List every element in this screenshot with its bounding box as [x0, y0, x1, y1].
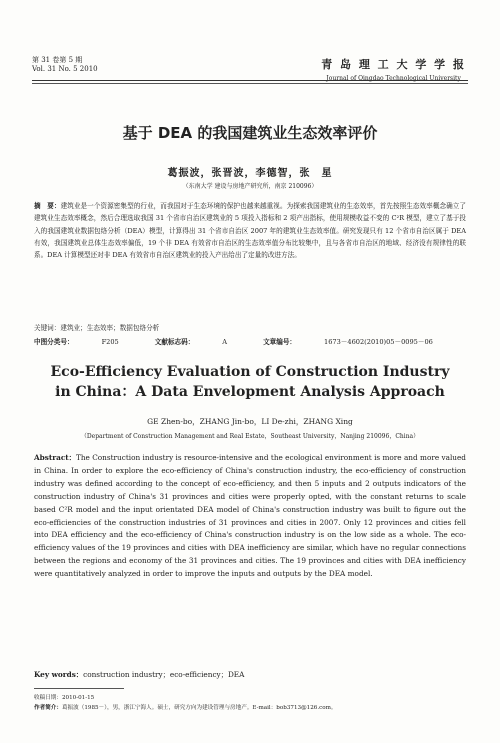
- author-bio: [34, 703, 337, 713]
- keywords-en-text: construction industry；eco-efficiency；DEA: [83, 670, 245, 679]
- abstract-cn-label: 摘 要：: [34, 202, 61, 210]
- abstract-en: [34, 452, 466, 581]
- abstract-cn: [34, 200, 466, 261]
- affiliation-en: （Department of Construction Management and Real Estate，Southeast University，Nanjing 210096，China）: [80, 433, 420, 440]
- footnote: [34, 693, 337, 713]
- class-code-label: 中图分类号：: [34, 338, 74, 346]
- paper-title-en: [0, 362, 500, 402]
- volume-cn: 第 31 卷第 5 期: [32, 56, 83, 64]
- classification-line: [34, 336, 474, 346]
- article-no-label: 文章编号：: [263, 338, 297, 346]
- journal-name-en: Journal of Qingdao Technological University: [326, 75, 461, 82]
- authors-en: GE Zhen-bo，ZHANG Jin-bo，LI De-zhi，ZHANG Xing: [147, 417, 353, 426]
- paper-title-en-line2: in China：A Data Envelopment Analysis Approach: [55, 384, 445, 400]
- journal-issue-info: [32, 56, 98, 74]
- abstract-en-text: The Construction industry is resource-intensive and the ecological environment is more and more valued in China. In order to explore the eco-efficiency of China's construction industry, the eco-efficiency of construction industry was defined according to the concept of eco-efficiency, and then 5 inputs and 2 outputs indicators of the construction industry of China's 31 provinces and cities were properly opted, with the constant returns to scale based C²R model and the input orientated DEA model of China's construction industry was built to figure out the eco-efficiencies of the construction industries of 31 provinces and cities in 2007. Only 12 provinces and cities fell into DEA efficiency and the eco-efficiency of China's construction industry is on the low side as a whole. The eco-efficiency values of the 19 provinces and cities with DEA inefficiency are similar, which have no regular connections between the regions and economy of the 31 provinces and cities. The 19 provinces and cities with DEA inefficiency were quantitatively analyzed in order to improve the inputs and outputs by the DEA model.: [34, 453, 466, 579]
- journal-name: [321, 56, 466, 82]
- author-bio-label: 作者简介：: [34, 705, 62, 711]
- volume-en: Vol. 31 No. 5 2010: [32, 65, 98, 73]
- abstract-cn-text: 建筑业是一个资源密集型的行业，而我国对于生态环境的保护也越来越重视。为探索我国建筑业的生态效率，首先按照生态效率概念确立了建筑业生态效率概念，然后合理选取我国 31 个省市自治区建筑业的 5 项投入指标和 2 项产出指标，使用规模收益不变的 C²R 模型，建立了基于投入的我国建筑业数据包络分析（DEA）模型，计算得出 31 个省市自治区 2007 年的建筑业生态效率值。研究发现只有 12 个省市自治区属于 DEA 有效，我国建筑业总体生态效率偏低，19 个非 DEA 有效省市自治区的生态效率值分布比较集中，且与各省市自治区的地域、经济没有规律性的联系。DEA 计算模型还对非 DEA 有效省市自治区建筑业的投入产出给出了定量的改进方法。: [34, 202, 467, 260]
- abstract-en-label: Abstract：: [34, 453, 76, 462]
- authors-cn: 葛振波，张晋波，李德智，张 星: [167, 168, 333, 179]
- keywords-cn: 关键词：建筑业；生态效率；数据包络分析: [34, 324, 160, 332]
- footnote-rule: [34, 688, 124, 689]
- paper-title-en-line1: Eco-Efficiency Evaluation of Construction Industry: [50, 364, 450, 380]
- affiliation-cn: （东南大学 建设与房地产研究所，南京 210096）: [182, 183, 318, 190]
- paper-title-cn: 基于 DEA 的我国建筑业生态效率评价: [122, 124, 378, 142]
- header-rule: [32, 80, 468, 81]
- article-no: 1673－4602(2010)05－0095－06: [324, 338, 433, 346]
- class-code: F205: [101, 338, 119, 346]
- author-bio-text: 葛振波（1985－），男，浙江宁海人。硕士，研究方向为建设管理与房地产。E-mail：bob3713@126.com。: [61, 705, 337, 711]
- doc-code-label: 文献标志码：: [154, 338, 195, 346]
- journal-name-cn: 青 岛 理 工 大 学 学 报: [321, 58, 466, 71]
- header-rule-thin: [32, 83, 468, 84]
- doc-code: A: [222, 338, 228, 346]
- received-date: 收稿日期：2010-01-15: [34, 695, 95, 701]
- keywords-en: [34, 670, 244, 680]
- keywords-en-label: Key words：: [34, 670, 84, 679]
